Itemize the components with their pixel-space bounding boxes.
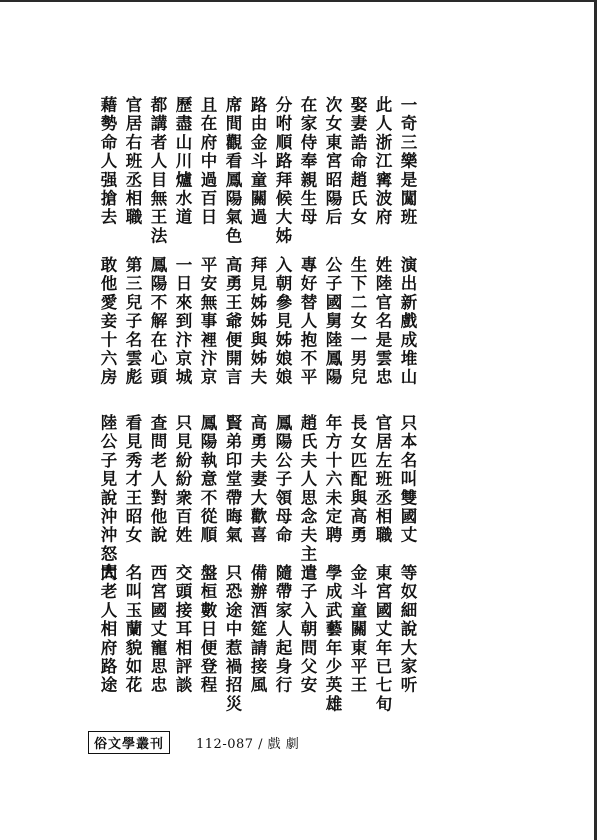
verse-line: 席間觀看鳳陽氣色 [223,96,242,246]
verse-line: 交頭接耳相評談 [173,564,192,695]
verse-line: 遣子入朝問父安 [298,564,317,695]
verse-line: 專好替人抱不平 [298,256,317,387]
verse-line: 高勇夫妻大歡喜 [248,414,267,545]
verse-line: 年方十六未定聘 [323,414,342,545]
catalog-code: 112-087 / 戲 劇 [196,737,300,752]
verse-line: 入朝參見姊娘娘 [273,256,292,387]
verse-line: 在家侍奉親生母 [298,96,317,227]
verse-line: 次女東宮昭陽后 [323,96,342,227]
top-edge-line [0,0,597,2]
verse-line: 等奴細說大家听 [398,564,417,695]
verse-line: 拜見姊姊與姊夫 [248,256,267,387]
vertical-text-body [88,96,418,714]
verse-line: 長女匹配與高勇 [348,414,367,545]
verse-line: 名叫玉蘭貌如花 [123,564,142,695]
verse-line: 第三兒子名雲彪 [123,256,142,387]
verse-line: 賢弟印堂帶晦氣 [223,414,242,545]
verse-line: 鳳陽公子領母命 [273,414,292,545]
verse-line: 一日來到汴京城 [173,256,192,387]
verse-line: 金斗童關東平王 [348,564,367,695]
verse-line: 歷盡山川爐水道 [173,96,192,227]
verse-line: 只恐途中惹禍招災 [223,564,242,714]
verse-line: 此人浙江寗波府 [373,96,392,227]
verse-line: 看見秀才王昭女 [123,414,142,545]
verse-line: 高勇王爺便開言 [223,256,242,387]
verse-line: 演出新戲成堆山 [398,256,417,387]
verse-line: 鳳陽不解在心頭 [148,256,167,387]
verse-line: 生下二女一男兒 [348,256,367,387]
series-title-box: 俗文學叢刊 [88,731,170,754]
verse-line: 官居右班丞相職 [123,96,142,227]
verse-line: 分咐順路拜候大姊 [273,96,292,246]
verse-line: 備辦酒筵請接風 [248,564,267,695]
verse-line: 鳳陽執意不從順 [198,414,217,545]
verse-line: 一奇三樂是闖班 [398,96,417,227]
verse-line: 盤桓數日便登程 [198,564,217,695]
verse-line: 趙氏夫人思念夫主 [298,414,317,564]
verse-line: 路由金斗童關過 [248,96,267,227]
verse-line: 姓陸官名是雲忠 [373,256,392,387]
verse-line: 藉勢命人强搶去 [98,96,117,227]
verse-line: 東宮國丈年已七旬 [373,564,392,714]
verse-line: 查問老人對他說 [148,414,167,545]
verse-line: 只見紛紛衆百姓 [173,414,192,545]
verse-line: 只本名叫雙國丈 [398,414,417,545]
verse-line: 官居左班丞相職 [373,414,392,545]
verse-line: 公子國舅陸鳳陽 [323,256,342,387]
verse-line: 平安無事裡汴京 [198,256,217,387]
verse-line: 娶妻誥命趙氏女 [348,96,367,227]
verse-line: 敢他愛妾十六房 [98,256,117,387]
verse-line: 隨帶家人起身行 [273,564,292,695]
verse-line: 學成武藝年少英雄 [323,564,342,714]
verse-line: 西宮國丈寵思忠 [148,564,167,695]
verse-line: 都講者人目無王法 [148,96,167,246]
verse-line: 問老人相府路途 [98,564,117,695]
verse-line: 陸公子見說沖沖怒大 [98,414,117,583]
verse-line: 且在府中過百日 [198,96,217,227]
